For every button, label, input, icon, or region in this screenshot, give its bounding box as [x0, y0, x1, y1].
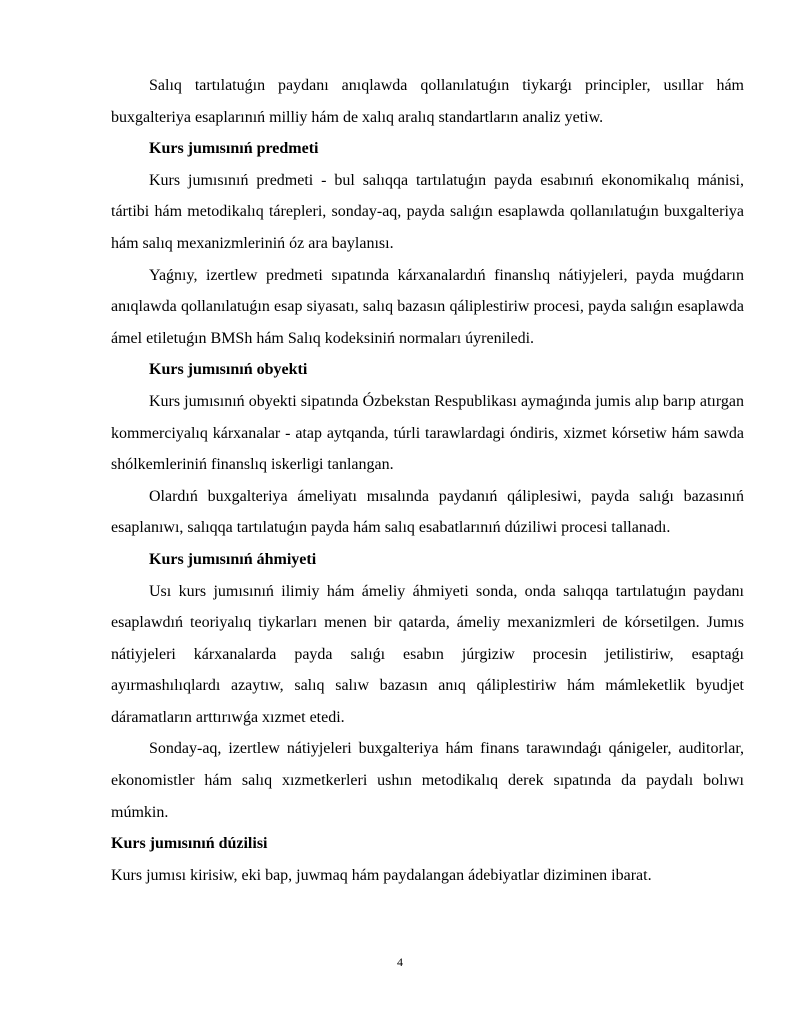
paragraph-subject: Kurs jumısınıń predmeti - bul salıqqa tartılatuǵın payda esabınıń ekonomikalıq mánisi, tártibi hám metodikalıq tárepleri, sonday-aq, payda salıǵın esaplawda qollanılatuǵın buxgalteriya hám salıq mexanizmleriniń óz ara baylanısı.: [111, 171, 744, 252]
paragraph-research-subject: Yaǵnıy, izertlew predmeti sıpatında kárxanalardıń finanslıq nátiyjeleri, payda muǵdarın anıqlawda qollanılatuǵın esap siyasatı, salıq bazasın qáliplestiriw procesi, payda salıǵın esaplawda ámel etiletuǵın BMSh hám Salıq kodeksiniń normaları úyreniledi.: [111, 266, 744, 347]
paragraph-practice: Olardıń buxgalteriya ámeliyatı mısalında paydanıń qáliplesiwi, payda salıǵı bazasınıń esaplanıwı, salıqqa tartılatuǵın payda hám salıq esabatlarınıń dúziliwi procesi tallanadı.: [111, 487, 744, 537]
paragraph-structure: Kurs jumısı kirisiw, eki bap, juwmaq hám paydalangan ádebiyatlar diziminen ibarat.: [111, 866, 652, 884]
heading-importance: Kurs jumısınıń áhmiyeti: [149, 550, 317, 568]
paragraph-results-use: Sonday-aq, izertlew nátiyjeleri buxgalteriya hám finans tarawındaǵı qánigeler, auditorlar, ekonomistler hám salıq xızmetkerleri ushın metodikalıq derek sıpatında da paydalı bolıwı múmkin.: [111, 740, 744, 821]
paragraph-principles: Salıq tartılatuǵın paydanı anıqlawda qollanılatuǵın tiykarǵı principler, usıllar hám buxgalteriya esaplarınıń milliy hám de xalıq aralıq standartların analiz yetiw.: [111, 77, 744, 126]
paragraph-object: Kurs jumısınıń obyekti sipatında Ózbekstan Respublikası aymaǵında jumis alıp barıp atırgan kommerciyalıq kárxanalar - atap aytqanda, túrli tarawlardagi óndiris, xizmet kórsetiw hám sawda shólkemleriniń finanslıq iskerligi tanlangan.: [111, 392, 744, 474]
heading-object: Kurs jumısınıń obyekti: [149, 361, 308, 379]
page-number: 4: [397, 955, 403, 969]
heading-structure: Kurs jumısınıń dúzilisi: [111, 835, 268, 853]
paragraph-importance: Usı kurs jumısınıń ilimiy hám ámeliy áhmiyeti sonda, onda salıqqa tartılatuǵın paydanı esaplawdıń teoriyalıq tiykarları menen bir qatarda, ámeliy mexanizmleri de kórsetilgen. Jumıs nátiyjeleri kárxanalarda payda salıǵı esabın júrgiziw procesin jetilistiriw, esaptaǵı ayırmashılıqlardı azaytıw, salıq salıw bazasın anıq qáliplestiriw hám mámleketlik byudjet dáramatların arttırıwǵa xızmet etedi.: [111, 582, 744, 726]
document-page: [111, 70, 744, 891]
heading-subject: Kurs jumısınıń predmeti: [149, 140, 319, 158]
